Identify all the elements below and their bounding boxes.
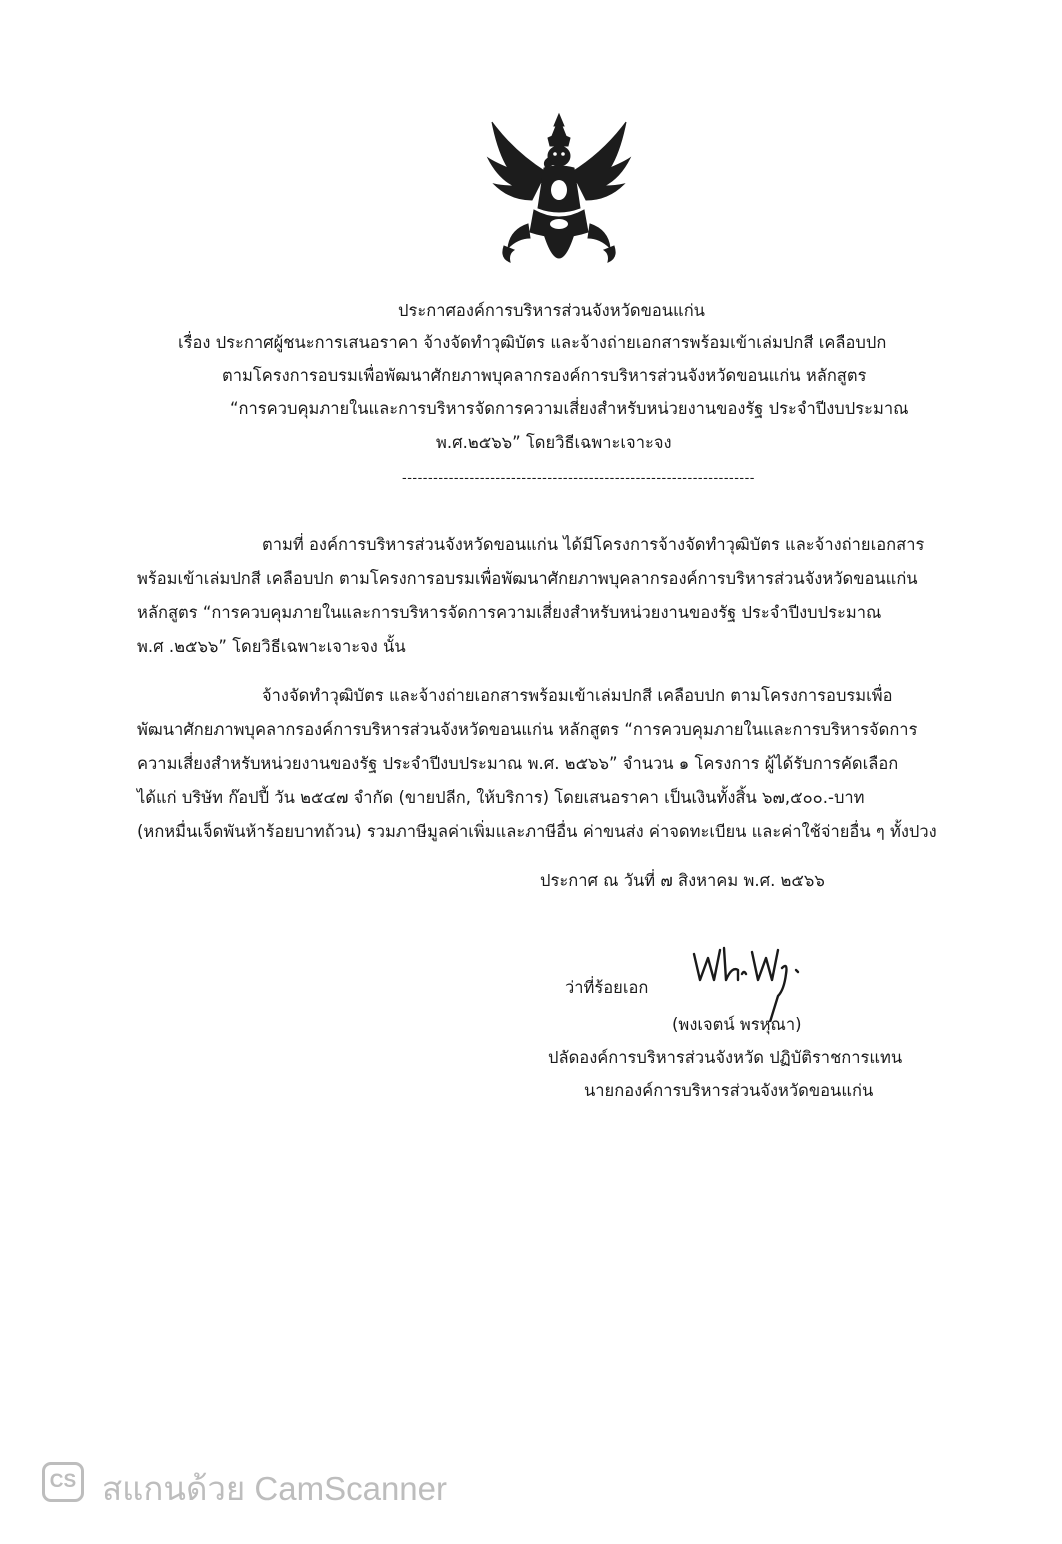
- title-line-2: เรื่อง ประกาศผู้ชนะการเสนอราคา จ้างจัดทำวุฒิบัตร และจ้างถ่ายเอกสารพร้อมเข้าเล่มปกสี เคลือบปก: [178, 333, 887, 352]
- signer-position-1: ปลัดองค์การบริหารส่วนจังหวัด ปฏิบัติราชการแทน: [548, 1048, 903, 1067]
- handwritten-signature: [688, 940, 808, 1022]
- p1-line-1: ตามที่ องค์การบริหารส่วนจังหวัดขอนแก่น ได้มีโครงการจ้างจัดทำวุฒิบัตร และจ้างถ่ายเอกสาร: [262, 535, 925, 554]
- title-line-3: ตามโครงการอบรมเพื่อพัฒนาศักยภาพบุคลากรองค์การบริหารส่วนจังหวัดขอนแก่น หลักสูตร: [222, 366, 867, 385]
- p2-line-2: พัฒนาศักยภาพบุคลากรองค์การบริหารส่วนจังหวัดขอนแก่น หลักสูตร “การควบคุมภายในและการบริหารจัดการ: [137, 720, 918, 739]
- camscanner-watermark: สแกนด้วย CamScanner: [102, 1470, 448, 1507]
- p1-line-4: พ.ศ .๒๕๖๖” โดยวิธีเฉพาะเจาะจง นั้น: [137, 637, 406, 656]
- signer-position-2: นายกองค์การบริหารส่วนจังหวัดขอนแก่น: [584, 1081, 874, 1100]
- p1-line-3: หลักสูตร “การควบคุมภายในและการบริหารจัดการความเสี่ยงสำหรับหน่วยงานของรัฐ ประจำปีงบประมาณ: [137, 603, 882, 622]
- title-line-5: พ.ศ.๒๕๖๖” โดยวิธีเฉพาะเจาะจง: [436, 433, 672, 452]
- p2-line-5: (หกหมื่นเจ็ดพันห้าร้อยบาทถ้วน) รวมภาษีมูลค่าเพิ่มและภาษีอื่น ค่าขนส่ง ค่าจดทะเบียน และค่าใช้จ่ายอื่น ๆ ทั้งปวง: [137, 822, 937, 841]
- title-line-4: “การควบคุมภายในและการบริหารจัดการความเสี่ยงสำหรับหน่วยงานของรัฐ ประจำปีงบประมาณ: [230, 399, 909, 418]
- signer-name: (พงเจตน์ พรหุณา): [672, 1015, 802, 1034]
- p2-line-4: ได้แก่ บริษัท ก๊อปปี้ วัน ๒๕๔๗ จำกัด (ขายปลีก, ให้บริการ) โดยเสนอราคา เป็นเงินทั้งสิ้น ๖๗,๕๐๐.-บาท: [137, 788, 865, 807]
- garuda-emblem: [484, 112, 634, 282]
- signer-rank: ว่าที่ร้อยเอก: [565, 978, 649, 997]
- separator-line: --------------------------------------------------------------------: [402, 471, 755, 486]
- p2-line-3: ความเสี่ยงสำหรับหน่วยงานของรัฐ ประจำปีงบประมาณ พ.ศ. ๒๕๖๖” จำนวน ๑ โครงการ ผู้ได้รับการคัดเลือก: [137, 754, 899, 773]
- camscanner-logo: CS: [42, 1462, 84, 1502]
- announcement-date: ประกาศ ณ วันที่ ๗ สิงหาคม พ.ศ. ๒๕๖๖: [540, 871, 825, 890]
- p2-line-1: จ้างจัดทำวุฒิบัตร และจ้างถ่ายเอกสารพร้อมเข้าเล่มปกสี เคลือบปก ตามโครงการอบรมเพื่อ: [262, 686, 893, 705]
- title-line-1: ประกาศองค์การบริหารส่วนจังหวัดขอนแก่น: [398, 301, 705, 320]
- p1-line-2: พร้อมเข้าเล่มปกสี เคลือบปก ตามโครงการอบรมเพื่อพัฒนาศักยภาพบุคลากรองค์การบริหารส่วนจังหวัดขอนแก่น: [137, 569, 918, 588]
